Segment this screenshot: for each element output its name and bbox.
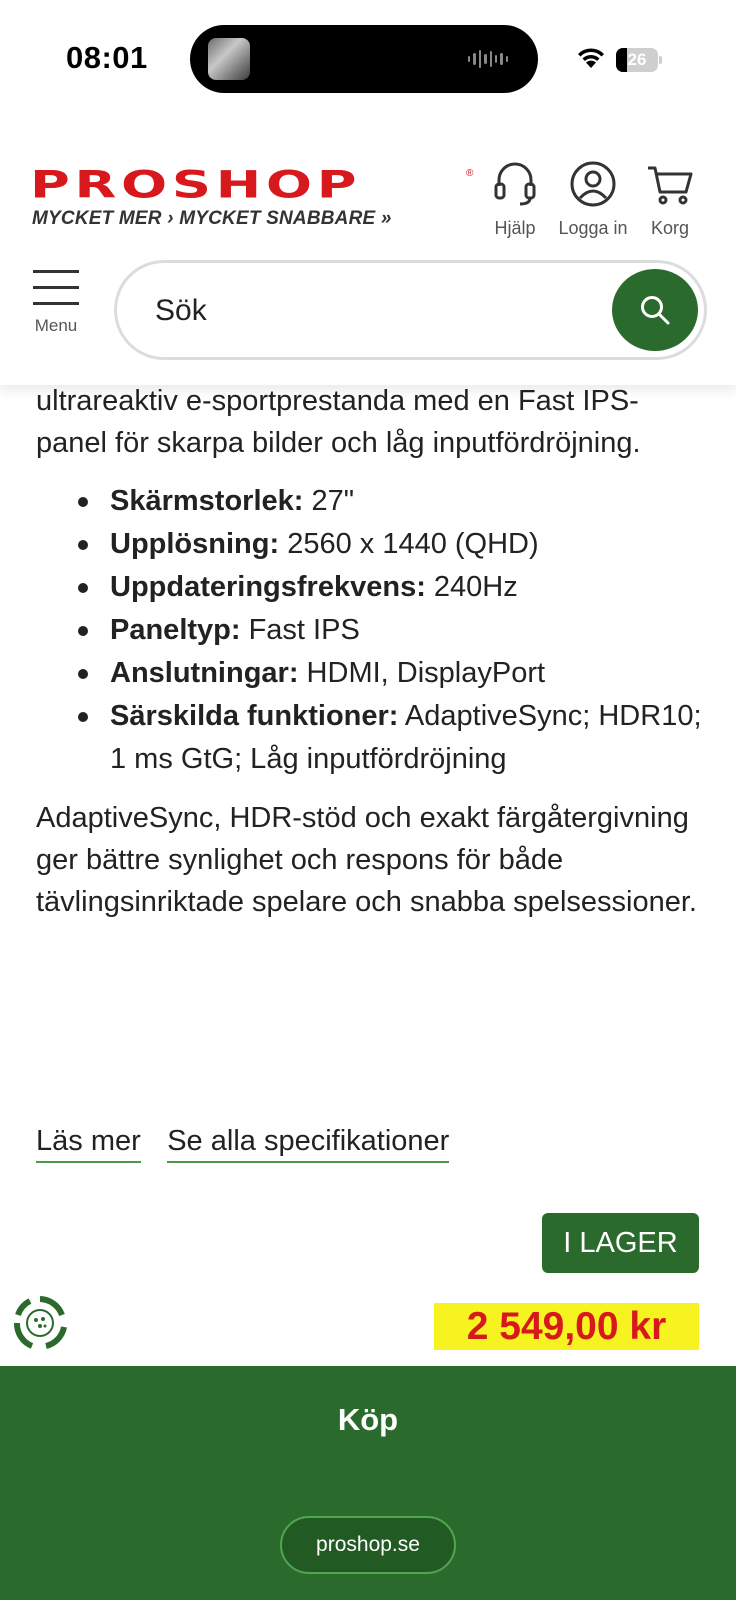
spec-value: HDMI, DisplayPort [298,657,546,689]
spec-key: Uppdateringsfrekvens: [110,571,426,603]
hamburger-icon [28,270,84,305]
dynamic-island[interactable] [190,25,538,93]
spec-key: Särskilda funktioner: [110,700,399,732]
spec-key: Upplösning: [110,528,280,560]
recycle-icon [10,1293,70,1353]
all-specs-link[interactable]: Se alla specifikationer [167,1125,449,1163]
search-bar [114,260,707,360]
list-item [36,609,708,652]
proshop-logo[interactable] [30,162,474,229]
battery-level: 26 [627,50,647,69]
spec-key: Paneltyp: [110,614,241,646]
description-intro: ultrareaktiv e-sportprestanda med en Fast IPS-panel för skarpa bilder och låg inputfördröjning. [36,385,641,459]
wifi-icon [576,46,606,70]
login-label: Logga in [558,218,628,238]
cart-icon [646,160,694,208]
list-item [36,652,708,695]
status-time: 08:01 [66,40,148,75]
cart-label: Korg [650,218,690,238]
spec-value: Fast IPS [240,614,360,646]
spec-key: Anslutningar: [110,657,299,689]
spec-key: Skärmstorlek: [110,485,304,517]
list-item [36,480,708,523]
help-button[interactable] [470,160,560,239]
status-bar [0,0,736,120]
eco-badge[interactable] [0,1290,76,1362]
spec-value: AdaptiveSync; HDR10; 1 ms GtG; Låg inputfördröjning [110,700,702,775]
search-button[interactable] [612,269,698,351]
battery-icon [616,48,662,72]
description-links [36,1125,471,1163]
list-item [36,566,708,609]
audio-waveform-icon [468,49,508,69]
search-icon [639,294,671,326]
menu-button[interactable] [28,270,84,336]
help-label: Hjälp [494,218,536,238]
list-item [36,695,708,781]
spec-list [36,480,708,781]
address-bar[interactable]: proshop.se [280,1516,456,1574]
spec-value: 2560 x 1440 (QHD) [279,528,539,560]
buy-bar [0,1366,736,1600]
price: 2 549,00 kr [434,1303,699,1350]
user-icon [569,160,617,208]
headset-icon [492,160,538,208]
search-input[interactable] [155,289,575,333]
site-header [0,120,736,385]
spec-value: 27" [303,485,355,517]
description-outro: AdaptiveSync, HDR-stöd och exakt färgåtergivning ger bättre synlighet och respons för både tävlingsinriktade spelare och snabba spelsessioner. [36,802,697,918]
spec-value: 240Hz [425,571,518,603]
registered-mark: ® [466,168,474,179]
menu-label: Menu [34,316,78,335]
now-playing-artwork [208,38,250,80]
logo-wordmark: PROSHOP [30,162,362,207]
read-more-link[interactable]: Läs mer [36,1125,141,1163]
stock-status-badge: I LAGER [542,1213,699,1273]
list-item [36,523,708,566]
logo-tagline: MYCKET MER › MYCKET SNABBARE » [32,208,392,229]
buy-button[interactable]: Köp [337,1402,399,1437]
product-description [36,380,708,923]
cart-button[interactable] [625,160,715,239]
